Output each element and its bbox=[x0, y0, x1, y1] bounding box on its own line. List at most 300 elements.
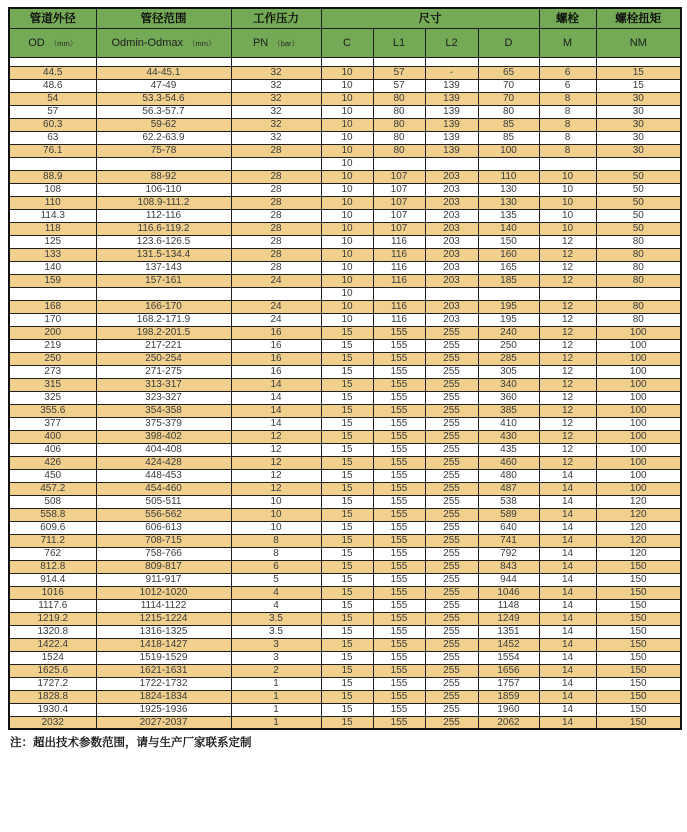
cell: 44.5 bbox=[9, 66, 96, 79]
cell: 1452 bbox=[478, 638, 539, 651]
cell: 14 bbox=[539, 482, 596, 495]
cell: 1 bbox=[231, 703, 321, 716]
column-label: NM bbox=[629, 36, 647, 49]
cell: 100 bbox=[596, 352, 681, 365]
cell bbox=[373, 157, 425, 170]
cell: 10 bbox=[321, 92, 373, 105]
table-row bbox=[9, 586, 681, 599]
cell: 538 bbox=[478, 495, 539, 508]
cell bbox=[373, 287, 425, 300]
cell: 155 bbox=[373, 547, 425, 560]
table-row bbox=[9, 170, 681, 183]
cell bbox=[373, 57, 425, 66]
cell: 100 bbox=[596, 365, 681, 378]
cell: 8 bbox=[231, 534, 321, 547]
header-group-diameter-range: 管径范围 bbox=[96, 8, 231, 28]
cell: 15 bbox=[321, 495, 373, 508]
cell: 8 bbox=[539, 131, 596, 144]
column-label: PN bbox=[252, 36, 269, 49]
cell: 139 bbox=[425, 131, 478, 144]
cell: 12 bbox=[231, 430, 321, 443]
cell: 255 bbox=[425, 417, 478, 430]
cell: 28 bbox=[231, 248, 321, 261]
cell: 12 bbox=[539, 456, 596, 469]
cell: 107 bbox=[373, 196, 425, 209]
cell: 28 bbox=[231, 222, 321, 235]
table-row bbox=[9, 313, 681, 326]
separator-row bbox=[9, 157, 681, 170]
cell: 14 bbox=[539, 612, 596, 625]
cell: 80 bbox=[478, 105, 539, 118]
cell: 168.2-171.9 bbox=[96, 313, 231, 326]
column-header-l2 bbox=[425, 28, 478, 57]
column-label: OD bbox=[28, 36, 45, 49]
cell: 76.1 bbox=[9, 144, 96, 157]
cell: 914.4 bbox=[9, 573, 96, 586]
cell: 107 bbox=[373, 183, 425, 196]
cell: 15 bbox=[321, 365, 373, 378]
cell: 130 bbox=[478, 196, 539, 209]
cell: 6 bbox=[539, 66, 596, 79]
separator-row bbox=[9, 287, 681, 300]
cell: 255 bbox=[425, 573, 478, 586]
table-row bbox=[9, 118, 681, 131]
cell: 155 bbox=[373, 404, 425, 417]
cell: 57 bbox=[9, 105, 96, 118]
cell: 75-78 bbox=[96, 144, 231, 157]
cell: 116 bbox=[373, 300, 425, 313]
cell: 85 bbox=[478, 118, 539, 131]
cell bbox=[596, 287, 681, 300]
cell: 250-254 bbox=[96, 352, 231, 365]
cell: 198.2-201.5 bbox=[96, 326, 231, 339]
cell: 944 bbox=[478, 573, 539, 586]
cell: 15 bbox=[321, 612, 373, 625]
table-row bbox=[9, 274, 681, 287]
table-row bbox=[9, 677, 681, 690]
cell: 107 bbox=[373, 209, 425, 222]
cell bbox=[539, 57, 596, 66]
cell: 255 bbox=[425, 352, 478, 365]
cell: 406 bbox=[9, 443, 96, 456]
cell: 155 bbox=[373, 573, 425, 586]
cell: 80 bbox=[373, 105, 425, 118]
cell: 185 bbox=[478, 274, 539, 287]
cell: 140 bbox=[9, 261, 96, 274]
cell bbox=[425, 287, 478, 300]
cell: 28 bbox=[231, 261, 321, 274]
cell: 155 bbox=[373, 599, 425, 612]
cell: 10 bbox=[539, 183, 596, 196]
cell: 10 bbox=[321, 300, 373, 313]
cell: 10 bbox=[321, 105, 373, 118]
cell: 203 bbox=[425, 170, 478, 183]
cell: 155 bbox=[373, 326, 425, 339]
cell: 12 bbox=[539, 274, 596, 287]
cell: 14 bbox=[539, 534, 596, 547]
cell: 110 bbox=[478, 170, 539, 183]
cell: 1249 bbox=[478, 612, 539, 625]
table-row bbox=[9, 378, 681, 391]
cell: 15 bbox=[596, 66, 681, 79]
cell: 255 bbox=[425, 495, 478, 508]
table-row bbox=[9, 105, 681, 118]
cell: 1016 bbox=[9, 586, 96, 599]
cell: 255 bbox=[425, 443, 478, 456]
cell: 139 bbox=[425, 144, 478, 157]
table-row bbox=[9, 716, 681, 729]
cell: 640 bbox=[478, 521, 539, 534]
cell: 4 bbox=[231, 599, 321, 612]
cell: 150 bbox=[596, 703, 681, 716]
table-row bbox=[9, 261, 681, 274]
cell: 60.3 bbox=[9, 118, 96, 131]
cell: 137-143 bbox=[96, 261, 231, 274]
cell: 10 bbox=[321, 313, 373, 326]
cell: 120 bbox=[596, 547, 681, 560]
cell: 125 bbox=[9, 235, 96, 248]
cell: 155 bbox=[373, 339, 425, 352]
column-header-od bbox=[9, 28, 96, 57]
cell: 1 bbox=[231, 690, 321, 703]
cell: 15 bbox=[321, 430, 373, 443]
cell: 88.9 bbox=[9, 170, 96, 183]
cell: 155 bbox=[373, 508, 425, 521]
cell: 8 bbox=[231, 547, 321, 560]
column-unit: （mm） bbox=[188, 38, 216, 48]
header-group-working-pressure: 工作压力 bbox=[231, 8, 321, 28]
cell: 708-715 bbox=[96, 534, 231, 547]
cell: 217-221 bbox=[96, 339, 231, 352]
cell: 255 bbox=[425, 612, 478, 625]
cell: 139 bbox=[425, 118, 478, 131]
cell: 80 bbox=[596, 248, 681, 261]
cell: 255 bbox=[425, 586, 478, 599]
cell: 155 bbox=[373, 391, 425, 404]
cell: 812.8 bbox=[9, 560, 96, 573]
cell: 14 bbox=[231, 404, 321, 417]
cell: 410 bbox=[478, 417, 539, 430]
table-row bbox=[9, 599, 681, 612]
cell: 14 bbox=[231, 378, 321, 391]
cell: 50 bbox=[596, 196, 681, 209]
table-row bbox=[9, 521, 681, 534]
table-row bbox=[9, 664, 681, 677]
cell: 15 bbox=[321, 651, 373, 664]
table-row bbox=[9, 209, 681, 222]
cell: 155 bbox=[373, 378, 425, 391]
cell: 155 bbox=[373, 456, 425, 469]
cell: 14 bbox=[539, 703, 596, 716]
cell: 203 bbox=[425, 248, 478, 261]
cell: 6 bbox=[539, 79, 596, 92]
cell: 118 bbox=[9, 222, 96, 235]
cell: 165 bbox=[478, 261, 539, 274]
cell: 305 bbox=[478, 365, 539, 378]
cell: 203 bbox=[425, 196, 478, 209]
cell: 10 bbox=[539, 196, 596, 209]
cell: 133 bbox=[9, 248, 96, 261]
column-header-l1 bbox=[373, 28, 425, 57]
cell bbox=[9, 57, 96, 66]
cell: 10 bbox=[321, 79, 373, 92]
cell: 32 bbox=[231, 131, 321, 144]
cell: 711.2 bbox=[9, 534, 96, 547]
cell: 203 bbox=[425, 261, 478, 274]
column-unit: （mm） bbox=[49, 38, 78, 48]
column-header-c bbox=[321, 28, 373, 57]
cell: 155 bbox=[373, 469, 425, 482]
cell: 354-358 bbox=[96, 404, 231, 417]
cell: 15 bbox=[321, 625, 373, 638]
column-label: C bbox=[343, 36, 351, 49]
cell: 10 bbox=[321, 144, 373, 157]
table-row bbox=[9, 248, 681, 261]
column-label: L2 bbox=[445, 36, 458, 49]
cell: 135 bbox=[478, 209, 539, 222]
cell: 10 bbox=[321, 274, 373, 287]
table-row bbox=[9, 625, 681, 638]
cell: 448-453 bbox=[96, 469, 231, 482]
cell: 10 bbox=[321, 235, 373, 248]
cell: 508 bbox=[9, 495, 96, 508]
cell: 155 bbox=[373, 417, 425, 430]
cell: 139 bbox=[425, 105, 478, 118]
cell: 155 bbox=[373, 586, 425, 599]
header-group-row bbox=[9, 8, 681, 28]
table-row bbox=[9, 339, 681, 352]
cell: 505-511 bbox=[96, 495, 231, 508]
cell: 70 bbox=[478, 92, 539, 105]
cell: 155 bbox=[373, 482, 425, 495]
cell bbox=[478, 57, 539, 66]
cell: 457.2 bbox=[9, 482, 96, 495]
table-row bbox=[9, 235, 681, 248]
table-row bbox=[9, 534, 681, 547]
cell bbox=[478, 157, 539, 170]
cell bbox=[96, 287, 231, 300]
cell: 10 bbox=[321, 209, 373, 222]
cell: 255 bbox=[425, 690, 478, 703]
cell: 12 bbox=[231, 482, 321, 495]
column-header-odrange bbox=[96, 28, 231, 57]
cell: 14 bbox=[231, 417, 321, 430]
cell: 28 bbox=[231, 170, 321, 183]
cell: 255 bbox=[425, 339, 478, 352]
cell: 792 bbox=[478, 547, 539, 560]
cell: 255 bbox=[425, 664, 478, 677]
cell: 150 bbox=[596, 690, 681, 703]
cell: 155 bbox=[373, 352, 425, 365]
cell: 10 bbox=[321, 131, 373, 144]
cell: 62.2-63.9 bbox=[96, 131, 231, 144]
table-row bbox=[9, 352, 681, 365]
cell: 28 bbox=[231, 183, 321, 196]
cell bbox=[231, 57, 321, 66]
cell: 606-613 bbox=[96, 521, 231, 534]
cell: 15 bbox=[321, 586, 373, 599]
cell: 325 bbox=[9, 391, 96, 404]
cell: 15 bbox=[321, 469, 373, 482]
cell: 285 bbox=[478, 352, 539, 365]
cell: 131.5-134.4 bbox=[96, 248, 231, 261]
table-row bbox=[9, 508, 681, 521]
cell: 385 bbox=[478, 404, 539, 417]
cell: 10 bbox=[231, 495, 321, 508]
cell: 32 bbox=[231, 105, 321, 118]
cell: 1859 bbox=[478, 690, 539, 703]
cell: 100 bbox=[596, 417, 681, 430]
cell: 3 bbox=[231, 651, 321, 664]
cell: 3.5 bbox=[231, 625, 321, 638]
cell: 1012-1020 bbox=[96, 586, 231, 599]
cell: 3 bbox=[231, 638, 321, 651]
cell: 12 bbox=[231, 443, 321, 456]
cell: 48.6 bbox=[9, 79, 96, 92]
cell: 100 bbox=[596, 391, 681, 404]
cell: 116 bbox=[373, 235, 425, 248]
cell: 200 bbox=[9, 326, 96, 339]
cell bbox=[478, 287, 539, 300]
header-group-bolt-torque: 螺栓扭矩 bbox=[596, 8, 681, 28]
cell: 157-161 bbox=[96, 274, 231, 287]
cell: 2032 bbox=[9, 716, 96, 729]
cell: 487 bbox=[478, 482, 539, 495]
cell: 150 bbox=[596, 599, 681, 612]
column-header-d bbox=[478, 28, 539, 57]
cell: 556-562 bbox=[96, 508, 231, 521]
cell: 10 bbox=[321, 196, 373, 209]
cell: 398-402 bbox=[96, 430, 231, 443]
cell: 14 bbox=[539, 521, 596, 534]
cell: 15 bbox=[321, 508, 373, 521]
cell: 140 bbox=[478, 222, 539, 235]
cell: 1 bbox=[231, 716, 321, 729]
cell: 166-170 bbox=[96, 300, 231, 313]
cell: 12 bbox=[539, 339, 596, 352]
cell: 12 bbox=[539, 417, 596, 430]
cell: 28 bbox=[231, 196, 321, 209]
cell: 250 bbox=[9, 352, 96, 365]
cell: 14 bbox=[539, 664, 596, 677]
cell: 14 bbox=[539, 690, 596, 703]
cell: 116.6-119.2 bbox=[96, 222, 231, 235]
cell: 1925-1936 bbox=[96, 703, 231, 716]
cell bbox=[425, 57, 478, 66]
cell: 100 bbox=[596, 430, 681, 443]
cell: 108.9-111.2 bbox=[96, 196, 231, 209]
cell: 100 bbox=[596, 456, 681, 469]
cell: 1554 bbox=[478, 651, 539, 664]
cell: 400 bbox=[9, 430, 96, 443]
cell: 50 bbox=[596, 183, 681, 196]
cell: 100 bbox=[596, 404, 681, 417]
cell: 120 bbox=[596, 508, 681, 521]
cell: 155 bbox=[373, 365, 425, 378]
cell bbox=[539, 157, 596, 170]
cell: 255 bbox=[425, 638, 478, 651]
cell bbox=[96, 157, 231, 170]
table-row bbox=[9, 144, 681, 157]
cell: 15 bbox=[321, 456, 373, 469]
cell: 57 bbox=[373, 66, 425, 79]
cell: 14 bbox=[539, 599, 596, 612]
cell: 155 bbox=[373, 625, 425, 638]
cell: 15 bbox=[321, 573, 373, 586]
cell: 155 bbox=[373, 443, 425, 456]
cell: 170 bbox=[9, 313, 96, 326]
cell: 80 bbox=[373, 144, 425, 157]
cell: 14 bbox=[539, 586, 596, 599]
cell: 255 bbox=[425, 430, 478, 443]
cell: 100 bbox=[596, 339, 681, 352]
cell: 255 bbox=[425, 469, 478, 482]
table-body bbox=[9, 57, 681, 729]
cell: 70 bbox=[478, 79, 539, 92]
cell: 155 bbox=[373, 612, 425, 625]
cell: 1930.4 bbox=[9, 703, 96, 716]
cell: 10 bbox=[539, 222, 596, 235]
cell: 120 bbox=[596, 534, 681, 547]
cell: 24 bbox=[231, 300, 321, 313]
cell: 8 bbox=[539, 105, 596, 118]
cell: 120 bbox=[596, 495, 681, 508]
cell: 15 bbox=[321, 703, 373, 716]
cell: 110 bbox=[9, 196, 96, 209]
table-row bbox=[9, 482, 681, 495]
cell: 203 bbox=[425, 222, 478, 235]
cell: 15 bbox=[321, 339, 373, 352]
cell: 15 bbox=[321, 326, 373, 339]
header-group-bolt: 螺栓 bbox=[539, 8, 596, 28]
cell: 2 bbox=[231, 664, 321, 677]
cell: 15 bbox=[321, 352, 373, 365]
cell: 323-327 bbox=[96, 391, 231, 404]
cell: 85 bbox=[478, 131, 539, 144]
cell: 15 bbox=[321, 521, 373, 534]
cell: 255 bbox=[425, 326, 478, 339]
cell: 1625.6 bbox=[9, 664, 96, 677]
table-row bbox=[9, 456, 681, 469]
cell: 195 bbox=[478, 313, 539, 326]
cell: 12 bbox=[539, 443, 596, 456]
cell: 1148 bbox=[478, 599, 539, 612]
cell: 159 bbox=[9, 274, 96, 287]
cell: 32 bbox=[231, 118, 321, 131]
cell: 426 bbox=[9, 456, 96, 469]
cell: 1524 bbox=[9, 651, 96, 664]
cell: 15 bbox=[321, 599, 373, 612]
cell: 32 bbox=[231, 66, 321, 79]
cell: 255 bbox=[425, 716, 478, 729]
cell: 1117.6 bbox=[9, 599, 96, 612]
cell: 203 bbox=[425, 183, 478, 196]
cell: 203 bbox=[425, 300, 478, 313]
cell: 1727.2 bbox=[9, 677, 96, 690]
cell: 255 bbox=[425, 378, 478, 391]
cell: 168 bbox=[9, 300, 96, 313]
cell: 50 bbox=[596, 170, 681, 183]
cell: 255 bbox=[425, 521, 478, 534]
column-label: M bbox=[562, 36, 573, 49]
cell: 10 bbox=[321, 222, 373, 235]
cell: 377 bbox=[9, 417, 96, 430]
cell: 14 bbox=[539, 573, 596, 586]
cell: 10 bbox=[539, 209, 596, 222]
cell: 1418-1427 bbox=[96, 638, 231, 651]
table-row bbox=[9, 326, 681, 339]
cell: 14 bbox=[539, 508, 596, 521]
